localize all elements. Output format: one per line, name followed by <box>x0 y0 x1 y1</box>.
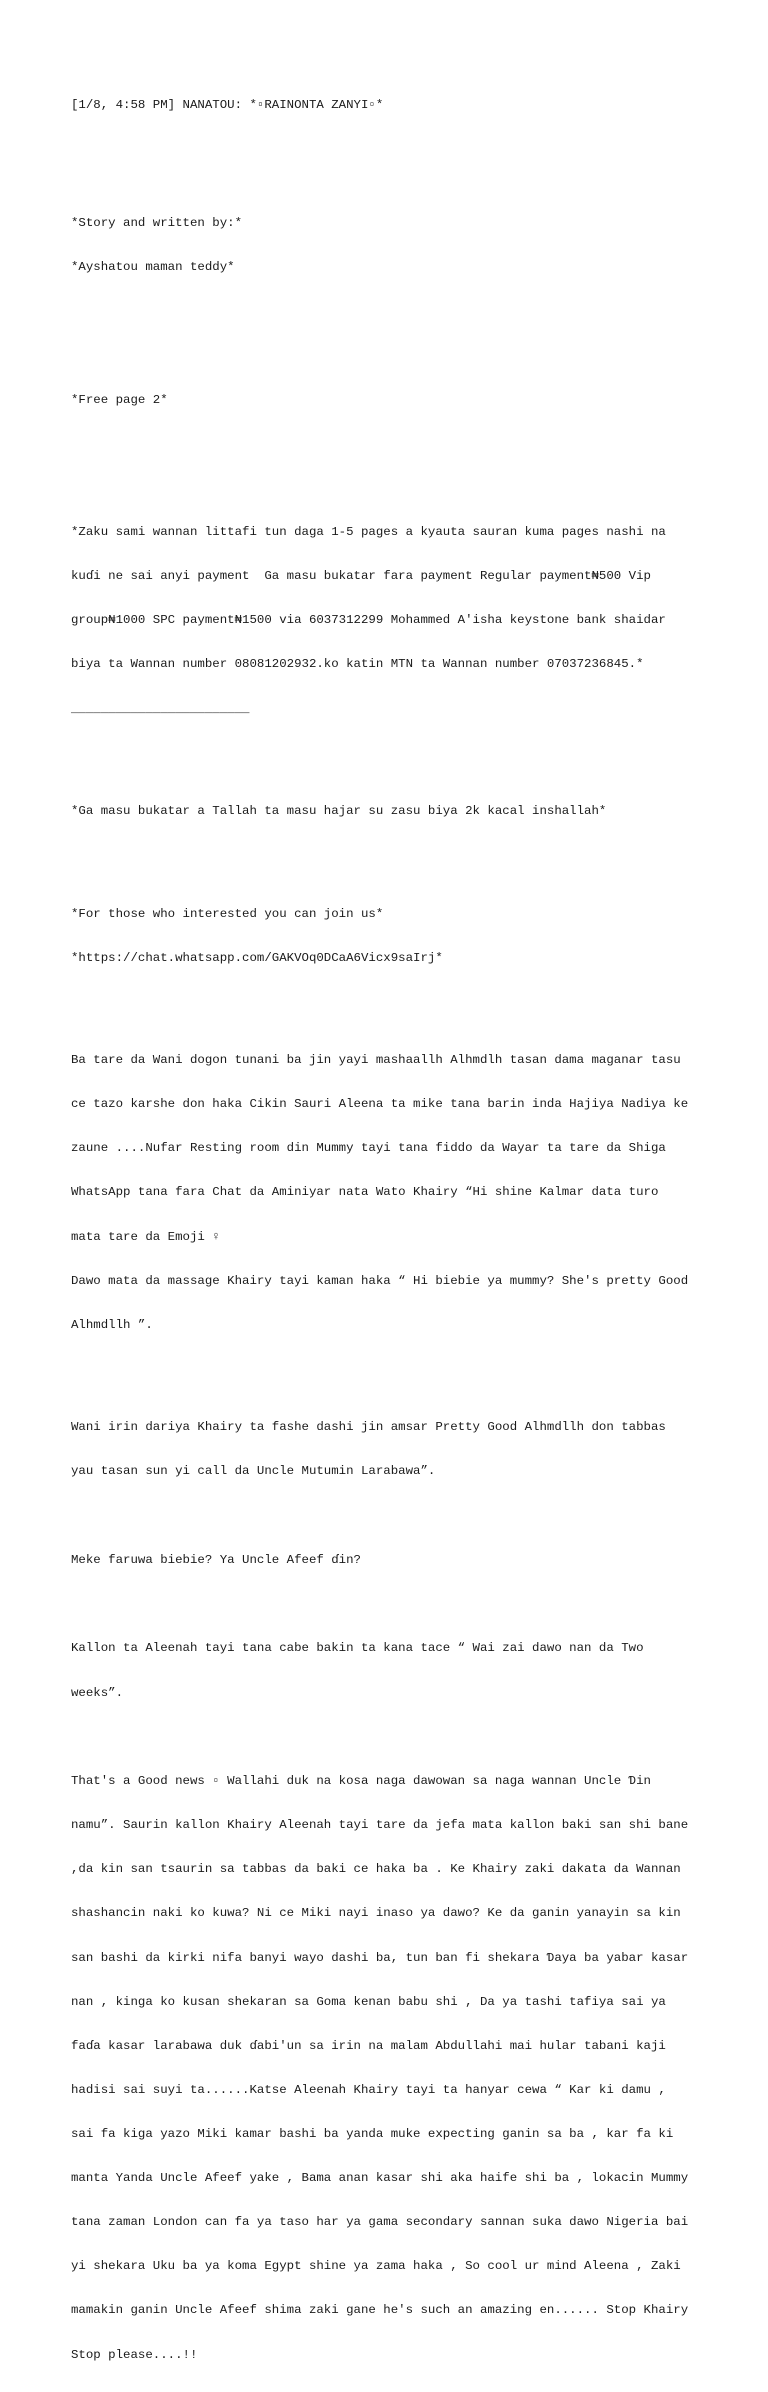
story-paragraph-2 <box>71 1391 711 1509</box>
story-line: hadisi sai suyi ta......Katse Aleenah Khairy tayi ta hanyar cewa “ Kar ki damu , <box>71 2082 666 2097</box>
story-line: zaune ....Nufar Resting room din Mummy tayi tana fiddo da Wayar ta tare da Shiga <box>71 1141 666 1156</box>
payment-info <box>71 496 711 746</box>
story-line: namu”. Saurin kallon Khairy Aleenah tayi tare da jefa mata kallon baki san shi bane <box>71 1818 689 1833</box>
story-line: ,da kin san tsaurin sa tabbas da baki ce haka ba . Ke Khairy zaki dakata da Wannan <box>71 1862 681 1877</box>
tallah-note <box>71 775 711 849</box>
credits-author: *Ayshatou maman teddy* <box>71 260 235 275</box>
story-line: faɗa kasar larabawa duk ɗabi'un sa irin na malam Abdullahi mai hular tabani kaji <box>71 2038 666 2053</box>
payment-line: group₦1000 SPC payment₦1500 via 6037312299 Mohammed A'isha keystone bank shaidar <box>71 613 666 628</box>
join-invite: *For those who interested you can join us* <box>71 906 384 921</box>
story-line: weeks”. <box>71 1685 124 1700</box>
story-line: mata tare da Emoji ♀ <box>71 1229 220 1244</box>
story-line: That's a Good news ▫ Wallahi duk na kosa naga dawowan sa naga wannan Uncle Ɗin <box>71 1774 651 1789</box>
page-label <box>71 363 711 437</box>
story-line: tana zaman London can fa ya taso har ya gama secondary sannan suka dawo Nigeria bai <box>71 2215 689 2230</box>
story-line: yi shekara Uku ba ya koma Egypt shine ya zama haka , So cool ur mind Aleena , Zaki <box>71 2259 681 2274</box>
chat-export-page <box>71 69 711 2392</box>
story-line: shashancin naki ko kuwa? Ni ce Miki nayi inaso ya dawo? Ke da ganin yanayin sa kin <box>71 1906 681 1921</box>
story-line: mamakin ganin Uncle Afeef shima zaki gane he's such an amazing en...... Stop Khairy <box>71 2303 689 2318</box>
story-line: WhatsApp tana fara Chat da Aminiyar nata Wato Khairy “Hi shine Kalmar data turo <box>71 1185 659 1200</box>
payment-line: biya ta Wannan number 08081202932.ko katin MTN ta Wannan number 07037236845.* <box>71 657 644 672</box>
whatsapp-link[interactable]: *https://chat.whatsapp.com/GAKVOq0DCaA6Vicx9saIrj* <box>71 950 443 965</box>
message-header <box>71 69 711 143</box>
message-header-line: [1/8, 4:58 PM] NANATOU: *▫RAINONTA ZANYI▫* <box>71 98 384 113</box>
story-paragraph-1 <box>71 1024 711 1362</box>
story-line: manta Yanda Uncle Afeef yake , Bama anan kasar shi aka haife shi ba , lokacin Mummy <box>71 2171 689 2186</box>
story-line: sai fa kiga yazo Miki kamar bashi ba yanda muke expecting ganin sa ba , kar fa ki <box>71 2126 674 2141</box>
story-paragraph-4 <box>71 1612 711 1730</box>
story-line: Ba tare da Wani dogon tunani ba jin yayi mashaallh Alhmdlh tasan dama maganar tasu <box>71 1053 681 1068</box>
story-line: Meke faruwa biebie? Ya Uncle Afeef ɗin? <box>71 1552 361 1567</box>
join-block <box>71 877 711 995</box>
tallah-note-text: *Ga masu bukatar a Tallah ta masu hajar su zasu biya 2k kacal inshallah* <box>71 804 607 819</box>
story-line: nan , kinga ko kusan shekaran sa Goma kenan babu shi , Da ya tashi tafiya sai ya <box>71 1994 666 2009</box>
payment-line: kuɗi ne sai anyi payment Ga masu bukatar fara payment Regular payment₦500 Vip <box>71 569 651 584</box>
story-line: Alhmdllh ”. <box>71 1317 153 1332</box>
story-line: Kallon ta Aleenah tayi tana cabe bakin ta kana tace “ Wai zai dawo nan da Two <box>71 1641 644 1656</box>
story-line: san bashi da kirki nifa banyi wayo dashi ba, tun ban fi shekara Ɗaya ba yabar kasar <box>71 1950 689 1965</box>
story-line: Wani irin dariya Khairy ta fashe dashi jin amsar Pretty Good Alhmdllh don tabbas <box>71 1420 666 1435</box>
story-line: yau tasan sun yi call da Uncle Mutumin Larabawa”. <box>71 1464 436 1479</box>
divider-rule: ________________________ <box>71 701 250 716</box>
story-line: Stop please....!! <box>71 2347 198 2362</box>
story-paragraph-3 <box>71 1524 711 1598</box>
credits-title: *Story and written by:* <box>71 215 243 230</box>
credits-block <box>71 187 711 305</box>
story-line: ce tazo karshe don haka Cikin Sauri Aleena ta mike tana barin inda Hajiya Nadiya ke <box>71 1097 689 1112</box>
payment-line: *Zaku sami wannan littafi tun daga 1-5 pages a kyauta sauran kuma pages nashi na <box>71 525 666 540</box>
story-paragraph-5 <box>71 1745 711 2392</box>
story-line: Dawo mata da massage Khairy tayi kaman haka “ Hi biebie ya mummy? She's pretty Good <box>71 1273 689 1288</box>
page-label-text: *Free page 2* <box>71 392 168 407</box>
